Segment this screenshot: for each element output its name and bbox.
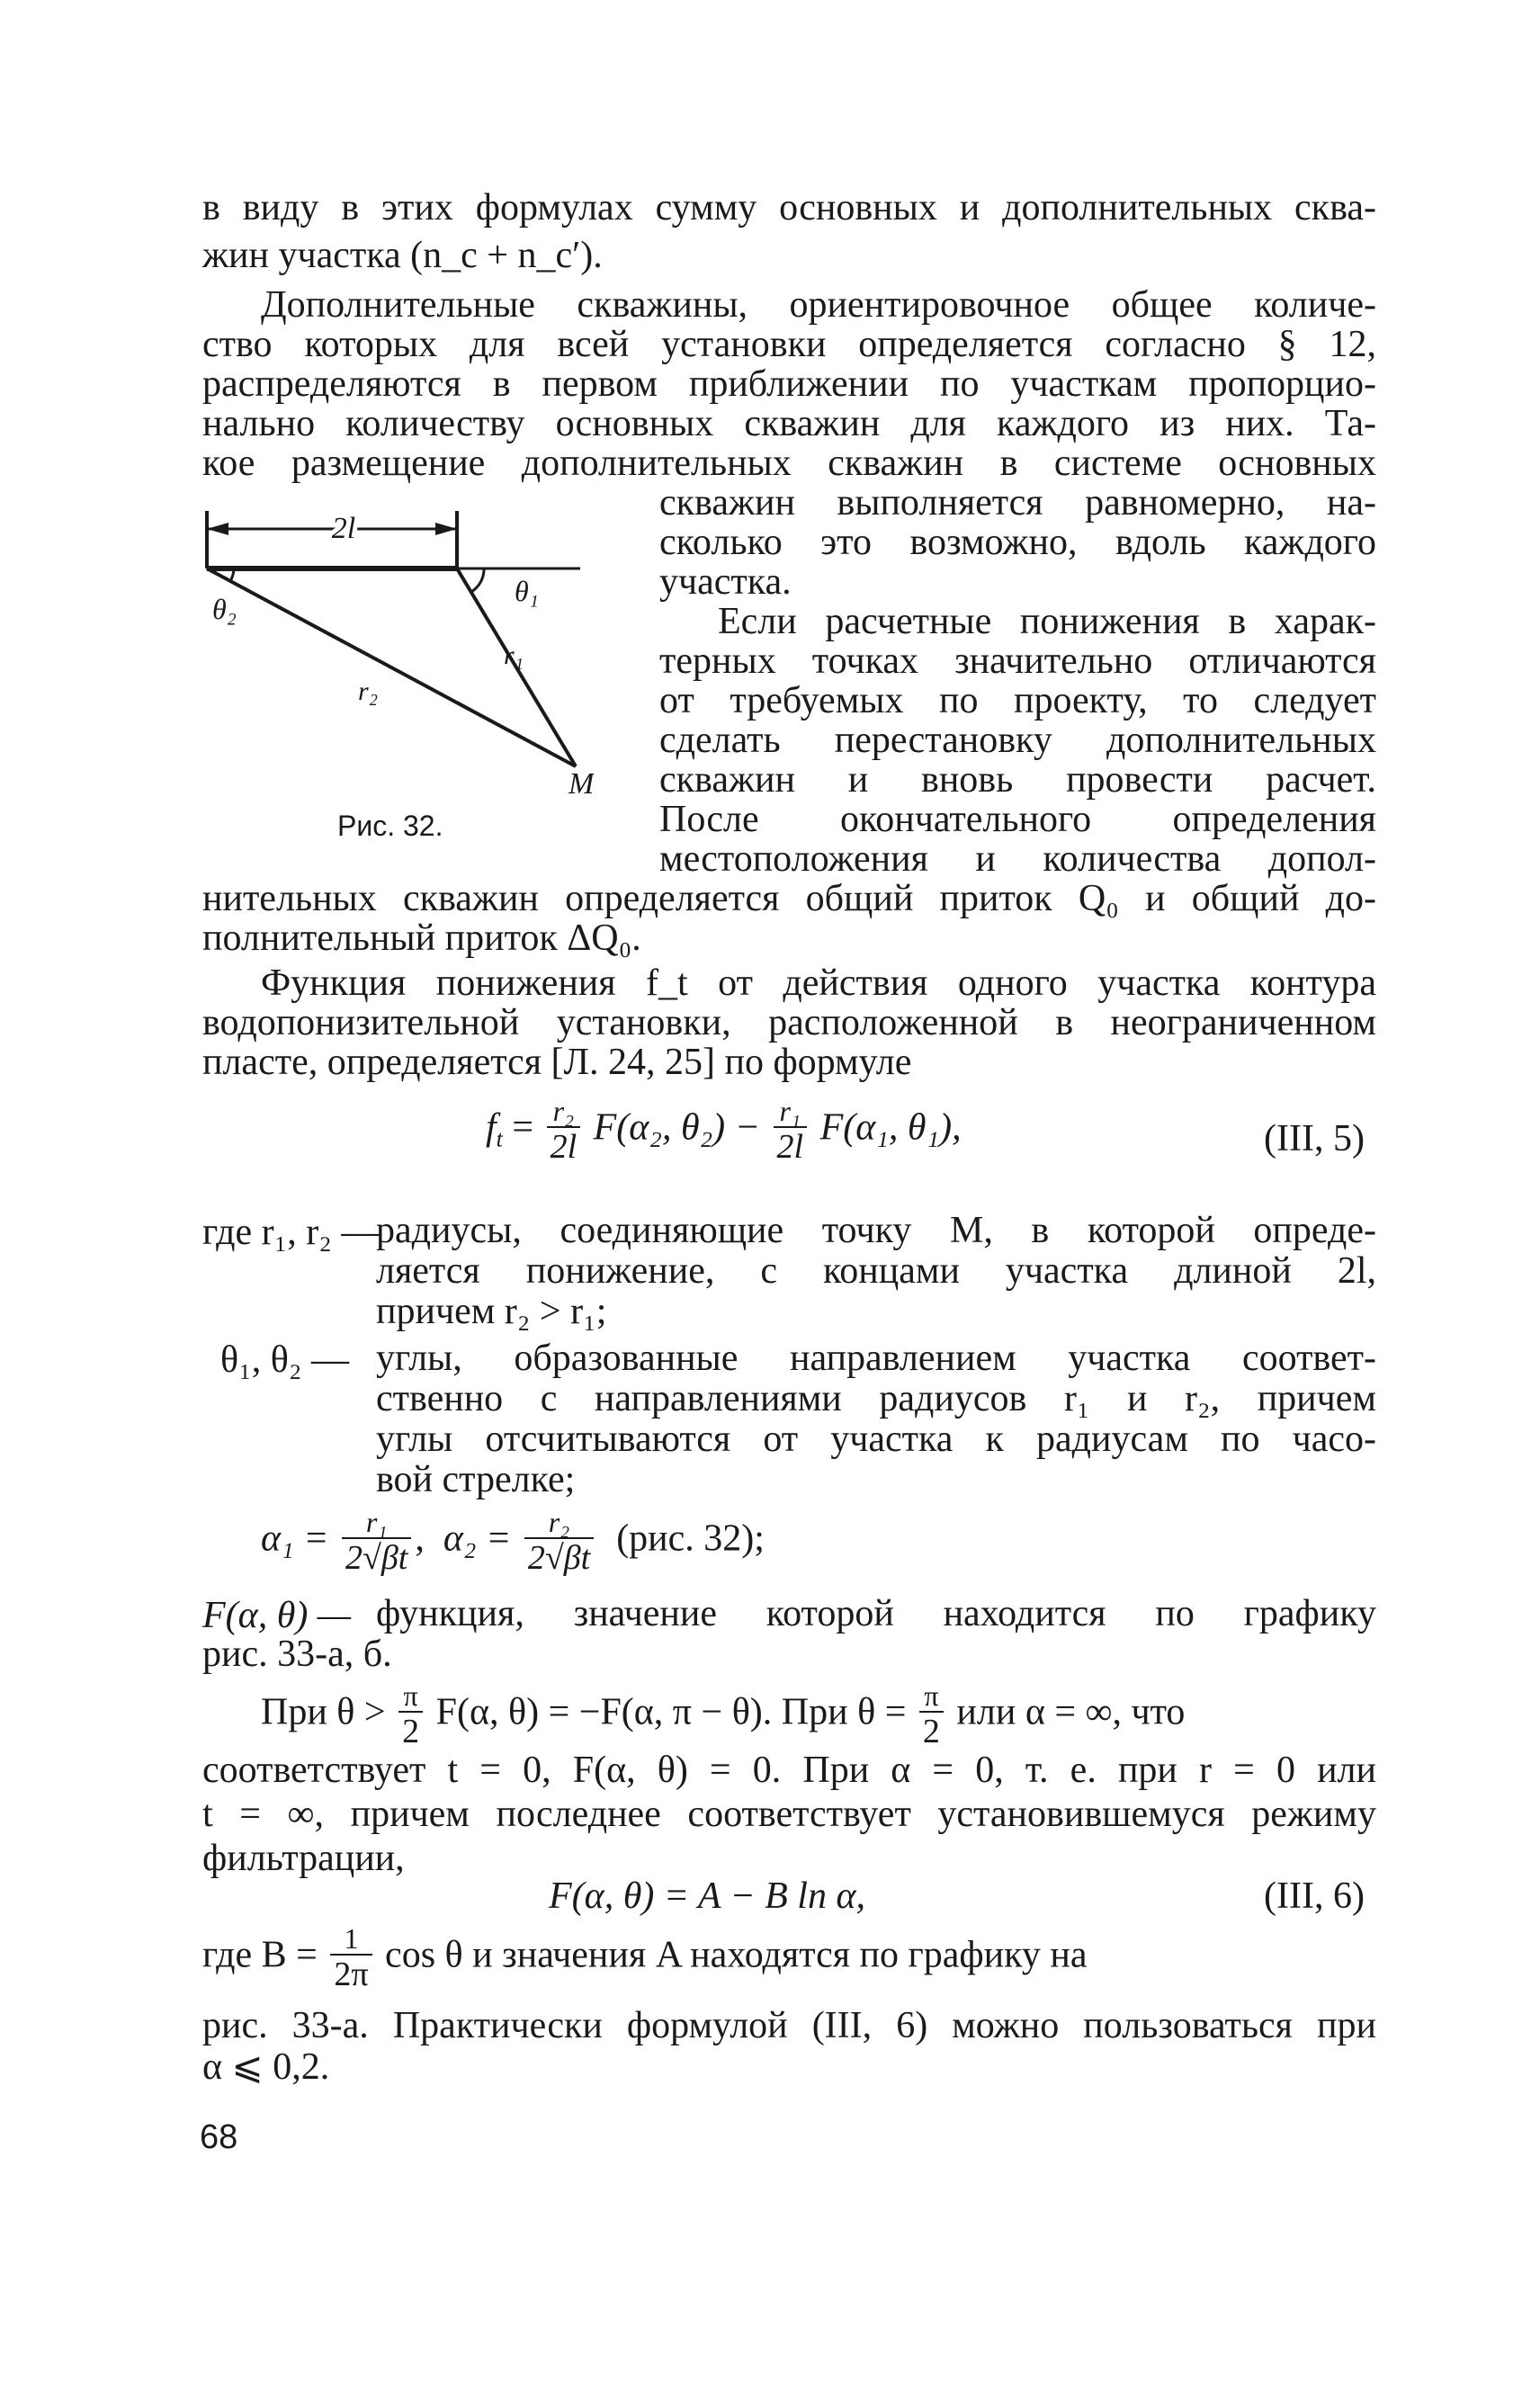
para6-line-1 (202, 1923, 1376, 1993)
def2-line-1: углы, образованные направлением участка соответ- (376, 1338, 1376, 1379)
eq1-frac2-den: 2l (776, 1128, 804, 1166)
alpha2-frac (524, 1507, 594, 1577)
para2-line-4: нально количеству основных скважин для каждого из них. Та- (202, 403, 1376, 444)
alpha1-num: r₁ (342, 1507, 411, 1539)
para2-line-2: ство которых для всей установки определяется согласно § 12, (202, 324, 1376, 365)
para5-line-4: фильтрации, (202, 1838, 405, 1879)
para5-pi-den-b: 2 (922, 1713, 940, 1750)
page-number: 68 (200, 2118, 238, 2156)
def1-line-1: радиусы, соединяющие точку M, в которой опреде- (376, 1210, 1376, 1251)
alpha-sep: , (415, 1517, 425, 1560)
para5-pi-num-b: π (919, 1680, 944, 1713)
alpha1-den: 2√βt (345, 1539, 408, 1577)
def2-line-4: вой стрелке; (376, 1459, 576, 1500)
para6-frac-num: 1 (330, 1923, 372, 1956)
para2-line-5: кое размещение дополнительных скважин в системе основных (202, 443, 1376, 484)
length-label: 2l (331, 512, 356, 545)
def3-line-1: функция, значение которой находится по графику (376, 1593, 1376, 1634)
alpha1-lhs: α₁ = (261, 1517, 329, 1560)
para2-line-3: распределяются в первом приближении по участкам пропорцио- (202, 363, 1376, 405)
para2-wrap-line-1: скважин выполняется равномерно, на- (659, 482, 1376, 524)
eq1-frac2 (774, 1096, 808, 1166)
para6-frac-den: 2π (334, 1956, 369, 1993)
para3-wrap-line-2: терных точках значительно отличаются (659, 640, 1376, 682)
alpha-ref: (рис. 32); (616, 1517, 765, 1560)
para6-line-3: α ⩽ 0,2. (202, 2046, 330, 2088)
para3-wrap-line-4: сделать перестановку дополнительных (659, 720, 1376, 761)
theta1-label: θ₁ (515, 575, 539, 607)
def1-line-2: ляется понижение, с концами участка длиной 2l, (376, 1250, 1376, 1292)
eq1-term2: F(α₁, θ₁), (819, 1106, 962, 1149)
alpha2-num: r₂ (524, 1507, 594, 1539)
alpha1-frac (342, 1507, 411, 1577)
para6-a: где B = (202, 1934, 318, 1976)
para5-line-2: соответствует t = 0, F(α, θ) = 0. При α = 0, т. е. при r = 0 или (202, 1750, 1376, 1791)
point-m-label: M (569, 767, 594, 801)
para2-line-1: Дополнительные скважины, ориентировочное общее количе- (261, 284, 1376, 326)
para3-wrap-line-6: После окончательного определения (659, 799, 1376, 840)
para2-wrap-line-2: сколько это возможно, вдоль каждого (659, 522, 1376, 563)
eq1-term1: F(α₂, θ₂) − (593, 1106, 761, 1149)
equation-number-iii-6: (III, 6) (1264, 1875, 1365, 1917)
alpha2-den: 2√βt (527, 1539, 591, 1577)
figure-caption: Рис. 32. (337, 810, 443, 842)
dim-arrow-right (435, 523, 457, 535)
para4-line-3: пласте, определяется [Л. 24, 25] по формуле (202, 1042, 912, 1083)
para3-wrap-line-7: местоположения и количества допол- (659, 838, 1376, 880)
eq1-frac1 (547, 1096, 581, 1166)
eq1-lhs-sub: t (496, 1125, 503, 1152)
r1-label: r₁ (504, 640, 524, 670)
def3-term: F(α, θ) — (202, 1595, 352, 1636)
para3-line-2: полнительный приток ΔQ₀. (202, 918, 641, 959)
para1-line-1: в виду в этих формулах сумму основных и дополнительных сква- (202, 187, 1376, 228)
alpha2-lhs: α₂ = (443, 1517, 512, 1560)
para5-pi-den-a: 2 (402, 1713, 420, 1750)
def1-term: где r₁, r₂ — (202, 1212, 380, 1253)
para6-b: cos θ и значения A находятся по графику на (385, 1934, 1088, 1976)
para3-wrap-line-5: скважин и вновь провести расчет. (659, 759, 1376, 801)
para3-wrap-line-3: от требуемых по проекту, то следует (659, 680, 1376, 721)
eq1-frac2-num: r₁ (774, 1096, 808, 1128)
para4-line-1: Функция понижения f_t от действия одного участка контура (261, 962, 1376, 1004)
para5-pi-num-a: π (398, 1680, 423, 1713)
equation-iii-6: F(α, θ) = A − B ln α, (549, 1875, 865, 1917)
def2-term: θ₁, θ₂ — (220, 1339, 350, 1381)
theta1-arc (471, 568, 484, 592)
def2-line-3: углы отсчитываются от участка к радиусам по часо- (376, 1419, 1376, 1460)
para3-wrap-line-1: Если расчетные понижения в харак- (718, 601, 1376, 642)
alpha-equations (261, 1507, 765, 1577)
para5-line-1 (261, 1680, 1185, 1750)
para6-frac (330, 1923, 372, 1993)
para2-wrap-line-3: участка. (659, 561, 792, 603)
eq1-frac1-den: 2l (550, 1128, 578, 1166)
eq1-lhs: f (486, 1106, 497, 1149)
para3-line-1: нительных скважин определяется общий приток Q₀ и общий до- (202, 878, 1376, 919)
para1-line-2: жин участка (n_с + n_с′). (202, 235, 603, 276)
para5-c: или α = ∞, что (956, 1691, 1186, 1733)
eq1-frac1-num: r₂ (547, 1096, 581, 1128)
para5-b: F(α, θ) = −F(α, π − θ). При θ = (435, 1691, 907, 1733)
figure-32-diagram (198, 504, 594, 801)
equation-iii-5 (486, 1096, 962, 1166)
def3-line-2: рис. 33-а, б. (202, 1634, 392, 1675)
dim-arrow-left (207, 523, 228, 535)
para5-a: При θ > (261, 1691, 386, 1733)
para5-frac-pi2-a (398, 1680, 423, 1750)
def1-line-3: причем r₂ > r₁; (376, 1291, 607, 1332)
def2-line-2: ственно с направлениями радиусов r₁ и r₂, причем (376, 1378, 1376, 1419)
r2-label: r₂ (358, 676, 379, 706)
theta2-label: θ₂ (212, 593, 237, 625)
para4-line-2: водопонизительной установки, расположенной в неограниченном (202, 1002, 1376, 1043)
para5-line-3: t = ∞, причем последнее соответствует установившемуся режиму (202, 1794, 1376, 1835)
para6-line-2: рис. 33-а. Практически формулой (III, 6) можно пользоваться при (202, 2005, 1376, 2046)
para5-frac-pi2-b (919, 1680, 944, 1750)
eq1-equals: = (512, 1106, 534, 1149)
equation-number-iii-5: (III, 5) (1264, 1118, 1365, 1159)
